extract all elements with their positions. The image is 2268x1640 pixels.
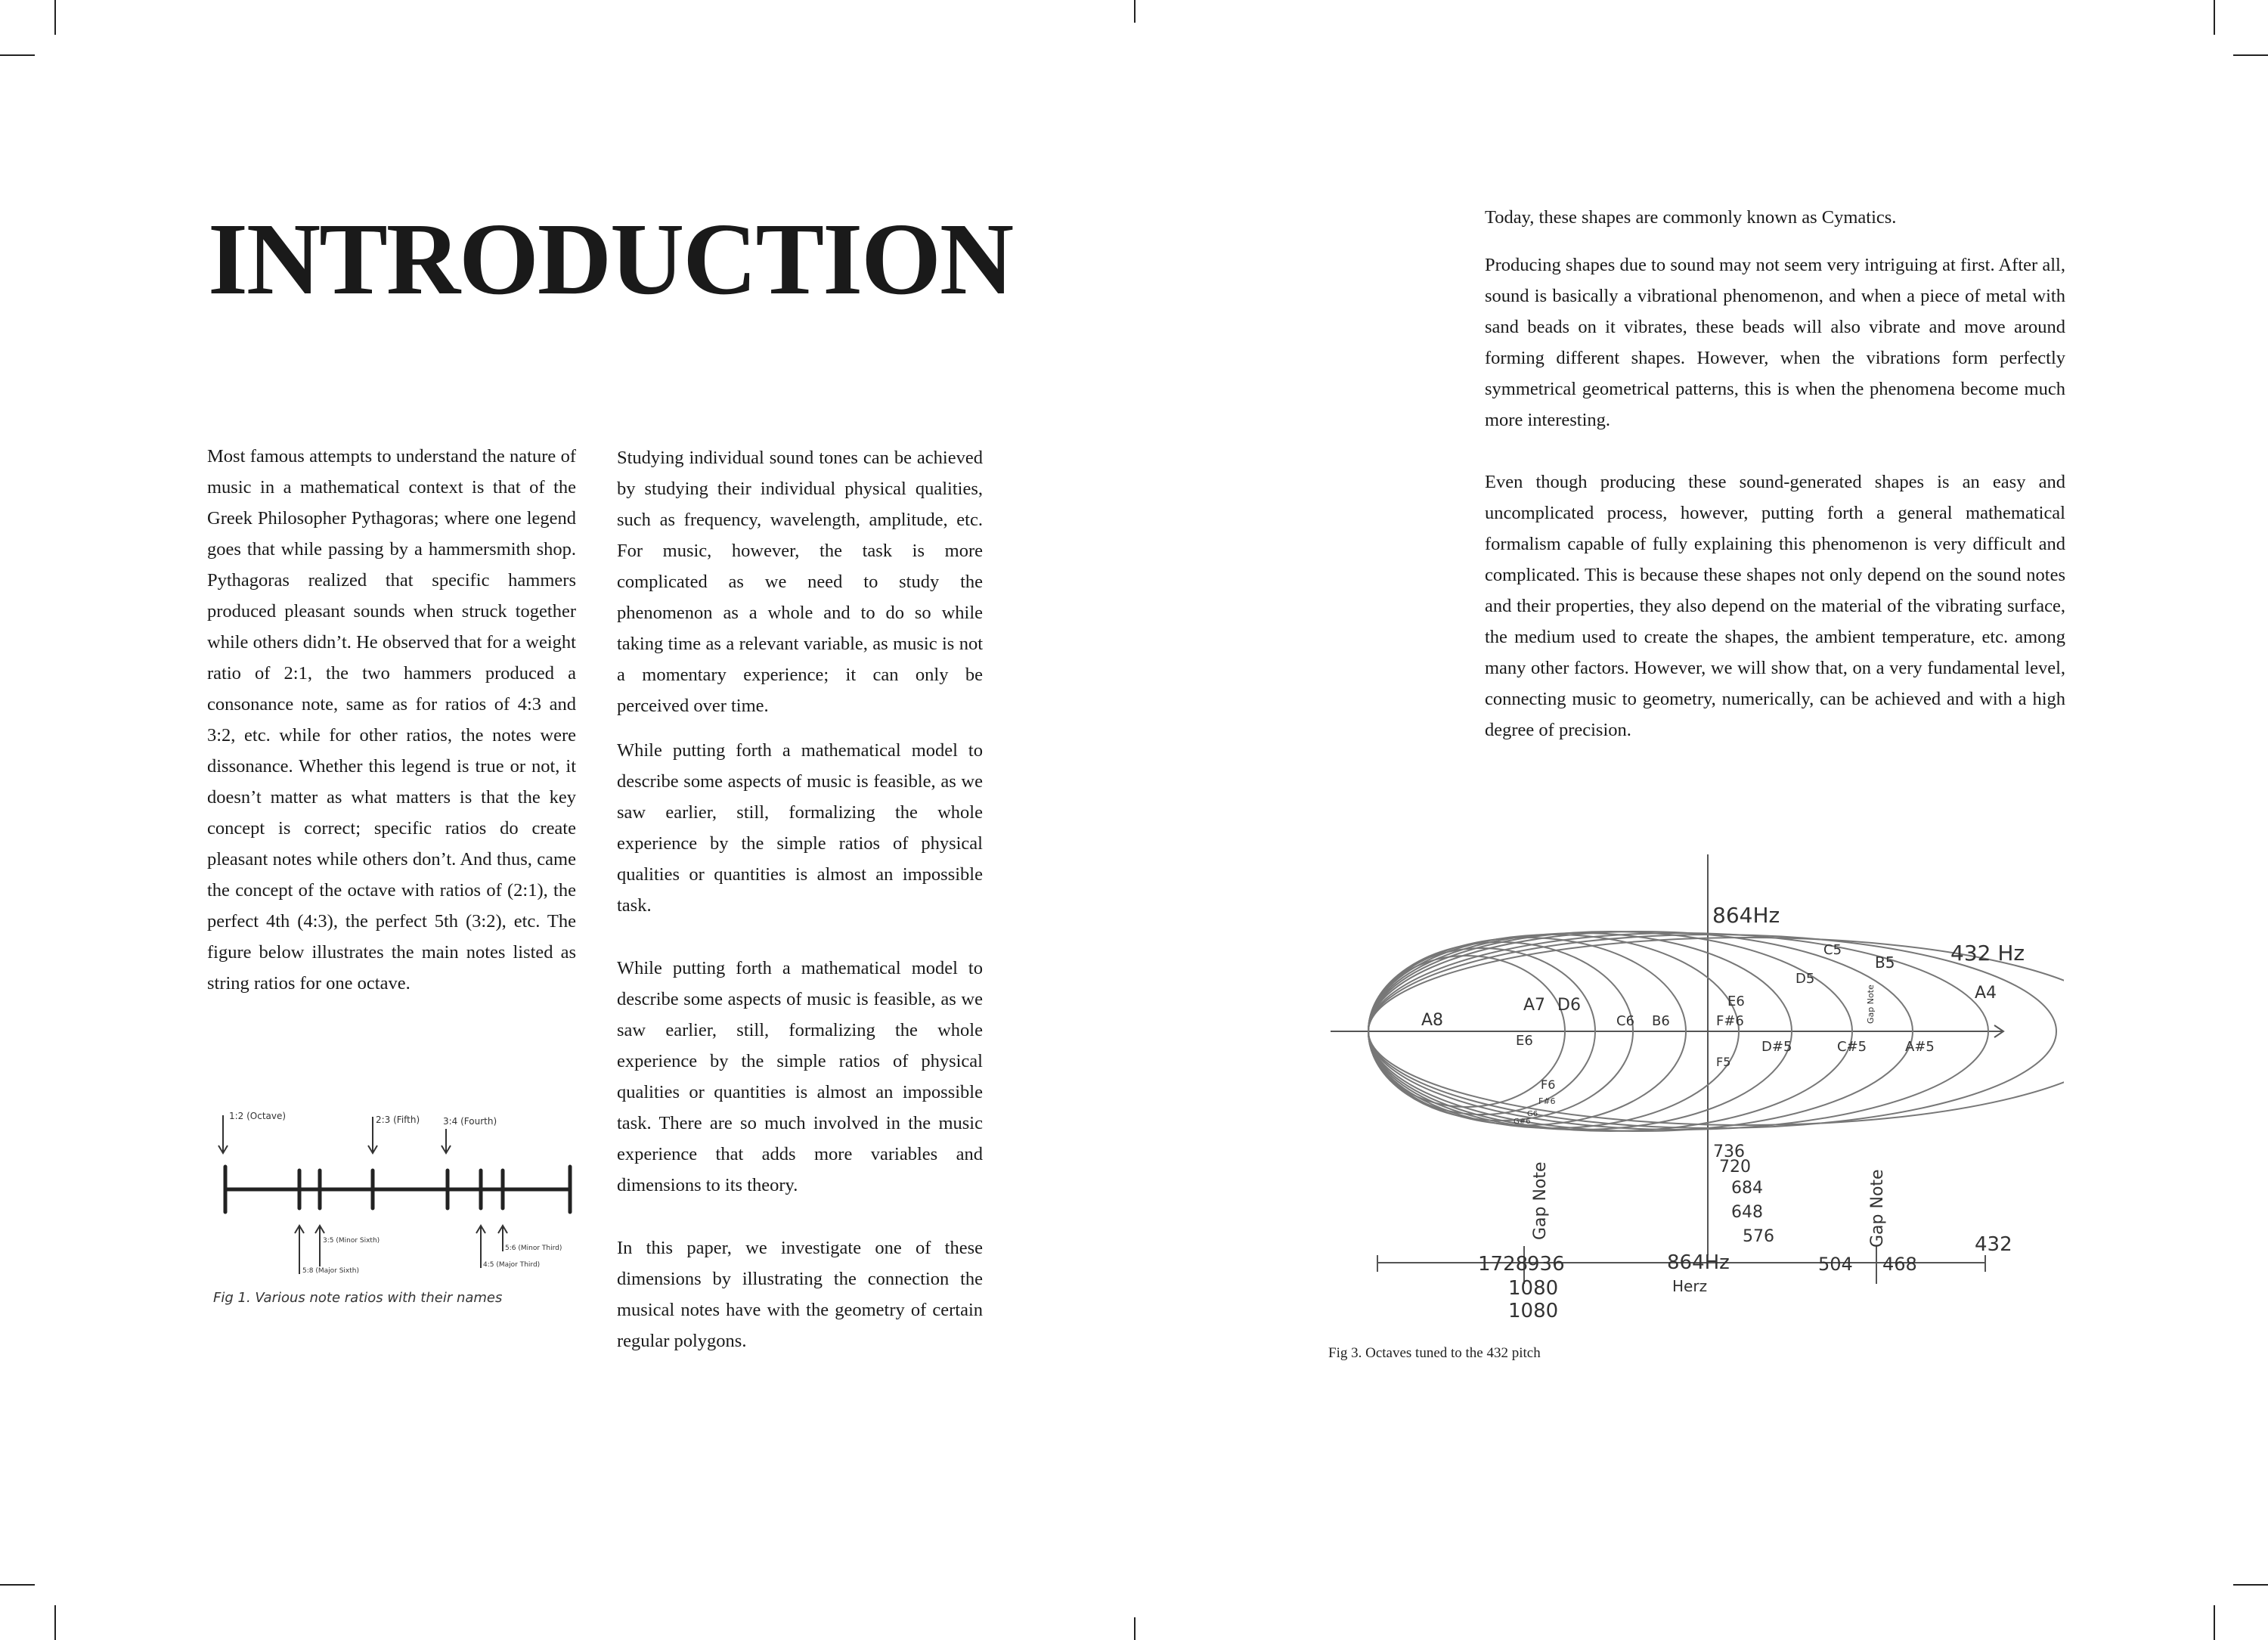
note-label: G6 bbox=[1527, 1110, 1538, 1118]
paragraph: While putting forth a mathematical model to describe some aspects of music is feasible, as we saw earlier, still, formalizing the whole experience by the simple ratios of physical qualities or quantities is almost an impossible task. There are so much involved in the music experience that adds more variables and dimensions to its theory. bbox=[617, 958, 983, 1195]
note-label: D5 bbox=[1796, 971, 1815, 987]
crop-mark bbox=[0, 1584, 35, 1586]
paragraph: In this paper, we investigate one of these dimensions by illustrating the connection the musical notes have with the geometry of certain regular polygons. bbox=[617, 1238, 983, 1351]
note-label: B5 bbox=[1875, 953, 1895, 972]
freq-label: 432 Hz bbox=[1950, 941, 2025, 966]
note-label: F#6 bbox=[1538, 1096, 1556, 1106]
note-label: C6 bbox=[1616, 1013, 1635, 1029]
figure-1-ratio-diagram bbox=[204, 1100, 582, 1301]
crop-mark bbox=[0, 54, 35, 56]
ratio-label: 4:5 (Major Third) bbox=[483, 1261, 541, 1269]
paragraph: Most famous attempts to understand the nature of music in a mathematical context is that of the Greek Philosopher Pythagoras; where one legend goes that while passing by a hammersmith shop. Pythagoras realized that specific hammers produced pleasant sounds when struck together while others didn’t. He observed that for a weight ratio of 2:1, the two hammers produced a consonance note, same as for ratios of 4:3 and 3:2, etc. while for other ratios, the notes were dissonance. Whether this legend is true or not, it doesn’t matter as what matters is that the key concept is correct; specific ratios do create pleasant notes while others don’t. And thus, came the concept of the octave with ratios of (2:1), the perfect 4th (4:3), the perfect 5th (3:2), etc. The figure below illustrates the main notes listed as string ratios for one octave. bbox=[207, 446, 576, 994]
note-label: C5 bbox=[1823, 942, 1842, 958]
text-column-2 bbox=[617, 442, 983, 1370]
axis-label: 1080 bbox=[1508, 1300, 1559, 1322]
crop-mark bbox=[2233, 1584, 2268, 1586]
gap-note-label: Gap Note bbox=[1866, 984, 1876, 1024]
note-label: E6 bbox=[1516, 1033, 1533, 1049]
ratio-label: 5:8 (Major Sixth) bbox=[302, 1267, 359, 1275]
ratio-label: 1:2 (Octave) bbox=[229, 1111, 287, 1121]
note-label: B6 bbox=[1652, 1013, 1670, 1029]
paragraph: Studying individual sound tones can be achieved by studying their individual physical qualities, such as frequency, wavelength, amplitude, etc. For music, however, the task is more complicated as we need to study the phenomenon as a whole and to do so while taking time as a relevant variable, as music is not a momentary experience; it can only be perceived over time. bbox=[617, 448, 983, 716]
note-label: A7 bbox=[1523, 996, 1546, 1015]
axis-label: 504 bbox=[1818, 1254, 1853, 1275]
ratio-label: 5:6 (Minor Third) bbox=[505, 1245, 562, 1252]
axis-label: 432 bbox=[1975, 1233, 2012, 1256]
axis-label: 936 bbox=[1527, 1253, 1565, 1276]
note-label: D6 bbox=[1557, 996, 1581, 1015]
gap-note-label: Gap Note bbox=[1531, 1161, 1550, 1240]
freq-value: 736 bbox=[1713, 1142, 1745, 1161]
ratio-label: 3:4 (Fourth) bbox=[443, 1116, 497, 1127]
note-label: F5 bbox=[1716, 1055, 1731, 1069]
note-label: D#5 bbox=[1761, 1039, 1792, 1055]
note-label: F6 bbox=[1541, 1077, 1556, 1092]
paragraph: Today, these shapes are commonly known as Cymatics. bbox=[1485, 207, 1897, 228]
note-label: C#5 bbox=[1837, 1039, 1867, 1055]
crop-mark bbox=[54, 1605, 56, 1640]
crop-mark bbox=[2214, 0, 2215, 35]
crop-mark bbox=[54, 0, 56, 35]
axis-label: 468 bbox=[1882, 1254, 1917, 1275]
crop-mark bbox=[2233, 54, 2268, 56]
figure-3-octave-ellipses bbox=[1323, 847, 2064, 1338]
ratio-label: 2:3 (Fifth) bbox=[376, 1115, 420, 1125]
freq-value: 720 bbox=[1719, 1158, 1751, 1177]
freq-label: 864Hz bbox=[1712, 903, 1780, 928]
note-label: A#5 bbox=[1905, 1039, 1935, 1055]
paragraph: Even though producing these sound-generated shapes is an easy and uncomplicated process, however, putting forth a general mathematical formalism capable of fully explaining this phenomenon is very difficult and complicated. This is because these shapes not only depend on the sound notes and their properties, they also depend on the material of the vibrating surface, the medium used to create the shapes, the ambient temperature, etc. among many other factors. However, we will show that, on a very fundamental level, connecting music to geometry, numerically, can be achieved and with a high degree of precision. bbox=[1485, 472, 2065, 740]
text-column-1 bbox=[207, 441, 576, 1012]
freq-value: 684 bbox=[1731, 1179, 1763, 1198]
paragraph: Producing shapes due to sound may not seem very intriguing at first. After all, sound is basically a vibrational phenomenon, and when a piece of metal with sand beads on it vibrates, these beads will also vibrate and move around forming different shapes. However, when the vibrations form perfectly symmetrical geometrical patterns, this is when the phenomena become much more interesting. bbox=[1485, 255, 2065, 430]
axis-label: 1728 bbox=[1478, 1253, 1529, 1276]
note-label: E6 bbox=[1727, 994, 1745, 1009]
note-label: A4 bbox=[1975, 984, 1997, 1003]
figure-3-caption: Fig 3. Octaves tuned to the 432 pitch bbox=[1328, 1345, 1541, 1361]
paragraph: While putting forth a mathematical model to describe some aspects of music is feasible, as we saw earlier, still, formalizing the whole experience by the simple ratios of physical qualities or quantities is almost an impossible task. bbox=[617, 740, 983, 916]
freq-value: 576 bbox=[1743, 1227, 1774, 1246]
crop-mark bbox=[1134, 1617, 1136, 1640]
axis-label: Herz bbox=[1672, 1277, 1708, 1295]
note-label: G#6 bbox=[1514, 1118, 1531, 1126]
note-label: A8 bbox=[1421, 1011, 1444, 1030]
page-title: INTRODUCTION bbox=[208, 203, 1013, 316]
crop-mark bbox=[2214, 1605, 2215, 1640]
text-column-3 bbox=[1485, 202, 2065, 777]
figure-1-caption: Fig 1. Various note ratios with their names bbox=[213, 1290, 503, 1306]
note-label: F#6 bbox=[1716, 1013, 1744, 1029]
axis-label: 864Hz bbox=[1667, 1251, 1730, 1274]
ratio-label: 3:5 (Minor Sixth) bbox=[323, 1237, 380, 1245]
freq-value: 648 bbox=[1731, 1203, 1763, 1222]
axis-label: 1080 bbox=[1508, 1277, 1559, 1300]
crop-mark bbox=[1134, 0, 1136, 23]
gap-note-label: Gap Note bbox=[1868, 1169, 1887, 1248]
